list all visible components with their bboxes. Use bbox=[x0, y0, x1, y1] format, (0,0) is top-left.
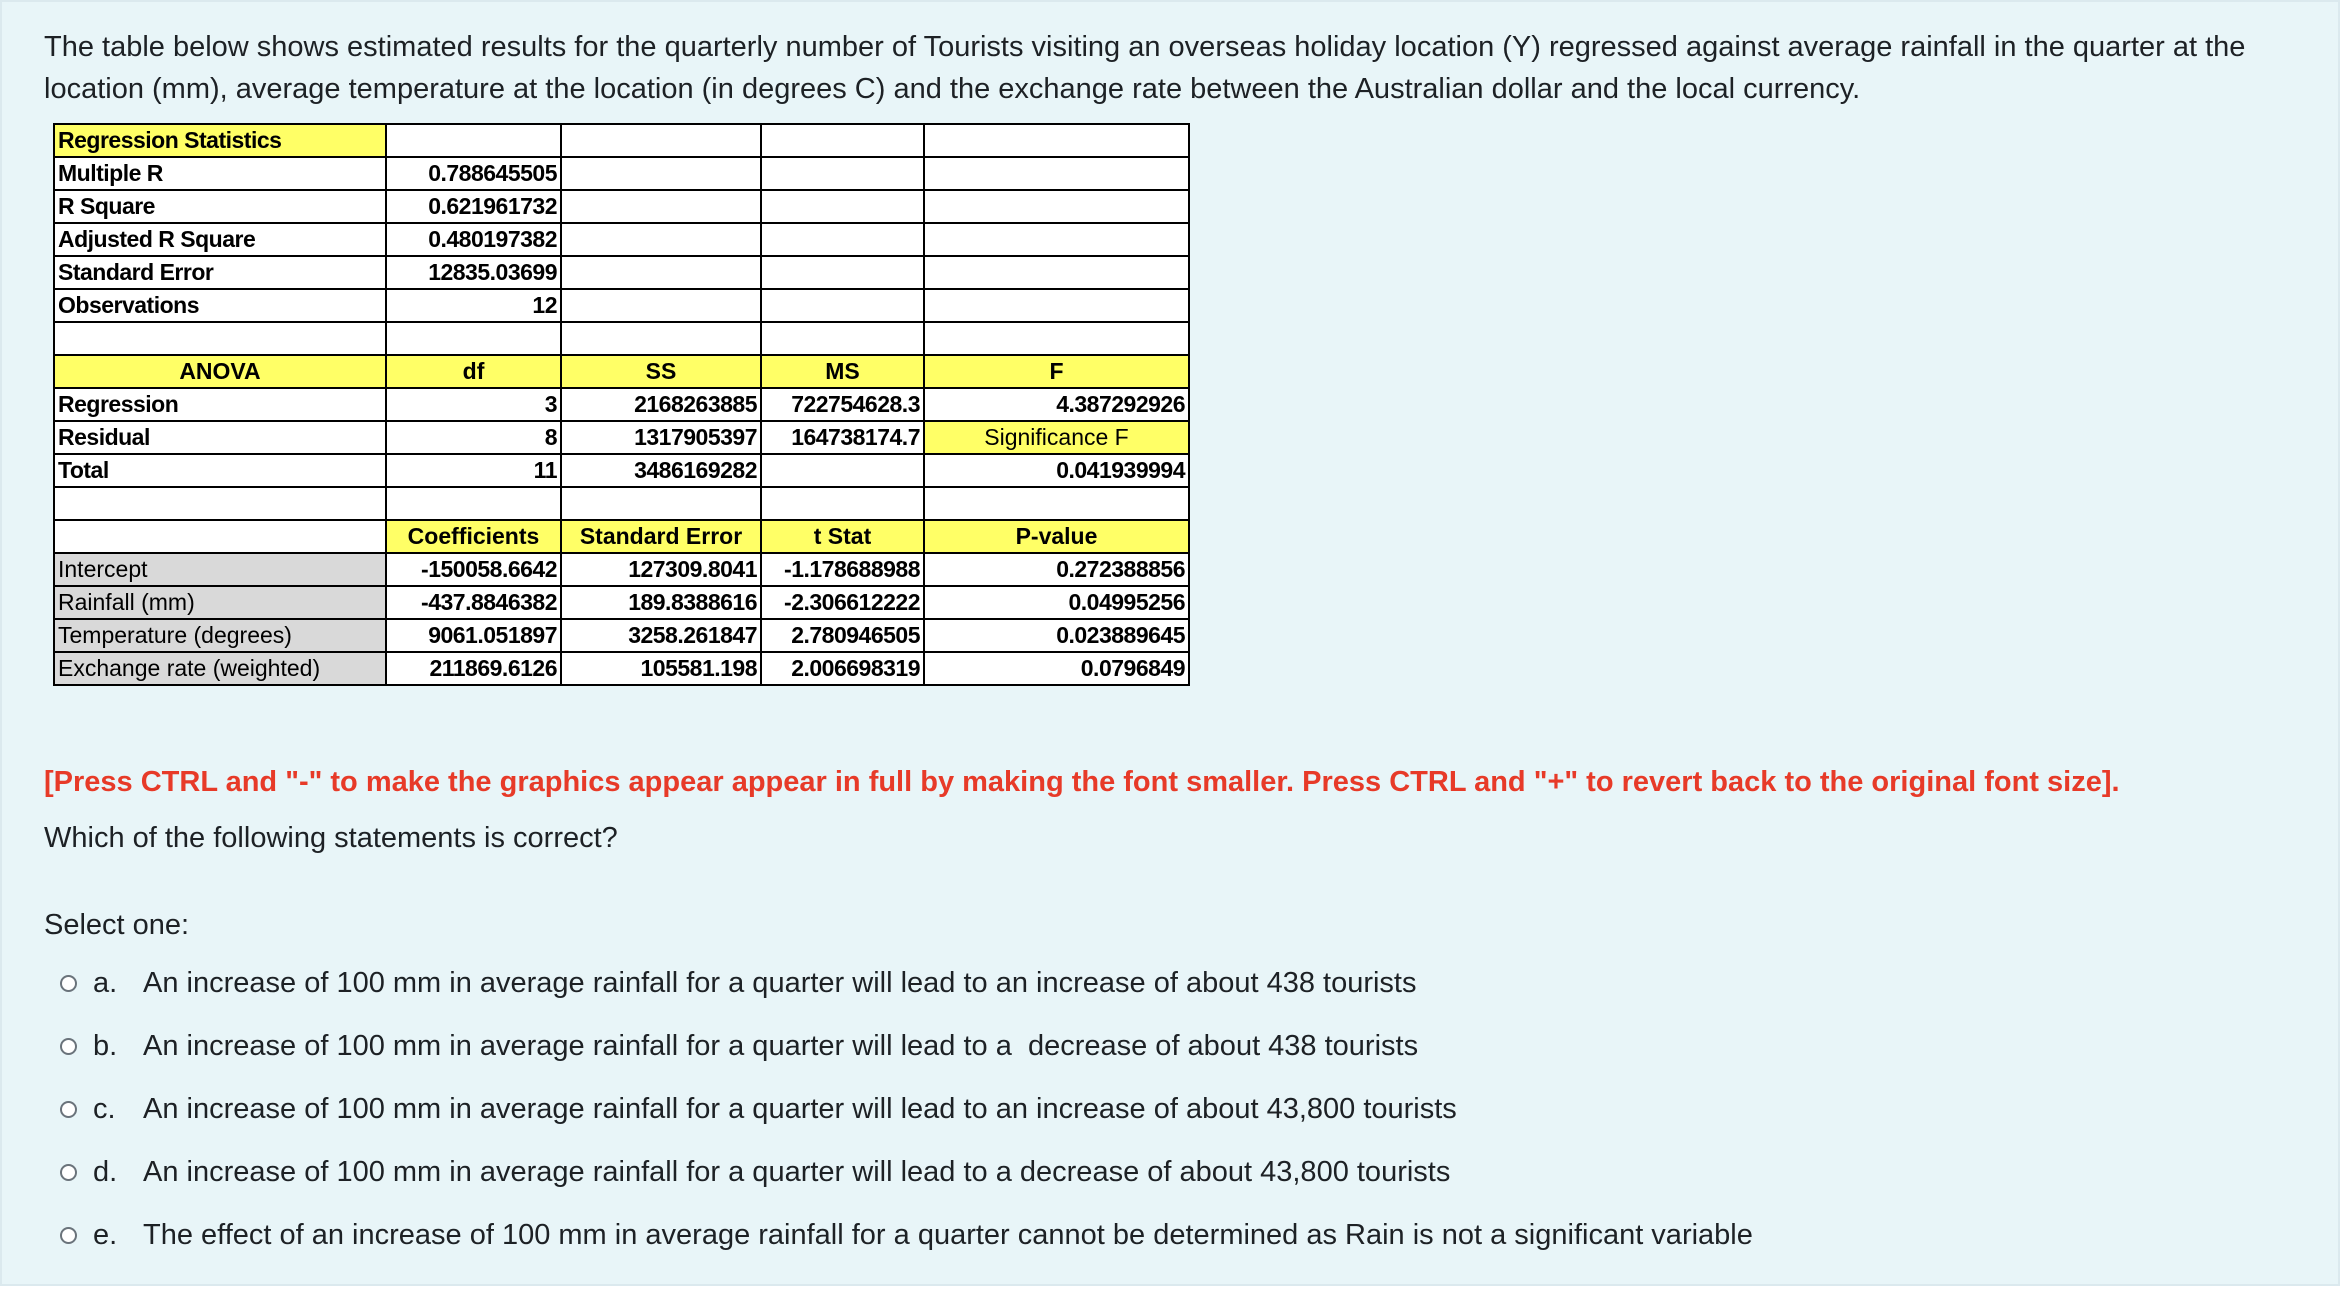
coef-t: -2.306612222 bbox=[761, 586, 924, 619]
stat-value: 0.480197382 bbox=[386, 223, 561, 256]
answer-option-c[interactable] bbox=[60, 1078, 1753, 1141]
anova-header: SS bbox=[561, 355, 761, 388]
option-letter: c. bbox=[93, 1093, 116, 1125]
table-row bbox=[54, 487, 1189, 520]
radio-button[interactable] bbox=[60, 1227, 77, 1244]
anova-header: MS bbox=[761, 355, 924, 388]
coef-label: Intercept bbox=[54, 553, 386, 586]
option-text: The effect of an increase of 100 mm in average rainfall for a quarter cannot be determined as Rain is not a significant variable bbox=[143, 1219, 1753, 1251]
table-row bbox=[54, 553, 1189, 586]
table-row bbox=[54, 256, 1189, 289]
stat-label: Observations bbox=[54, 289, 386, 322]
coef-header bbox=[54, 520, 386, 553]
stat-label: Standard Error bbox=[54, 256, 386, 289]
anova-ms bbox=[761, 454, 924, 487]
coef-se: 3258.261847 bbox=[561, 619, 761, 652]
anova-label: Total bbox=[54, 454, 386, 487]
option-text: An increase of 100 mm in average rainfall for a quarter will lead to an increase of about 438 tourists bbox=[143, 967, 1417, 999]
table-row bbox=[54, 619, 1189, 652]
coef-p: 0.0796849 bbox=[924, 652, 1189, 685]
stat-value: 0.788645505 bbox=[386, 157, 561, 190]
option-letter: e. bbox=[93, 1219, 118, 1251]
coef-value: 9061.051897 bbox=[386, 619, 561, 652]
anova-header: df bbox=[386, 355, 561, 388]
coef-value: 211869.6126 bbox=[386, 652, 561, 685]
coef-p: 0.272388856 bbox=[924, 553, 1189, 586]
answer-option-a[interactable] bbox=[60, 952, 1753, 1015]
option-letter: b. bbox=[93, 1030, 118, 1062]
regression-output-table bbox=[53, 123, 1190, 686]
stat-label: R Square bbox=[54, 190, 386, 223]
stat-value: 0.621961732 bbox=[386, 190, 561, 223]
coef-label: Temperature (degrees) bbox=[54, 619, 386, 652]
table-row bbox=[54, 190, 1189, 223]
anova-header: F bbox=[924, 355, 1189, 388]
answer-option-d[interactable] bbox=[60, 1141, 1753, 1204]
table-row bbox=[54, 388, 1189, 421]
anova-ss: 1317905397 bbox=[561, 421, 761, 454]
anova-label: Regression bbox=[54, 388, 386, 421]
coef-header-row bbox=[54, 520, 1189, 553]
option-letter: d. bbox=[93, 1156, 118, 1188]
option-text: An increase of 100 mm in average rainfall for a quarter will lead to a decrease of about 43,800 tourists bbox=[143, 1156, 1451, 1188]
coef-label: Rainfall (mm) bbox=[54, 586, 386, 619]
question-intro: The table below shows estimated results for the quarterly number of Tourists visiting an overseas holiday location (Y) regressed against average rainfall in the quarter at the location (mm), average temperature at the location (in degrees C) and the exchange rate between the Australian dollar and the local currency. bbox=[44, 31, 2246, 105]
anova-header-row bbox=[54, 355, 1189, 388]
select-one-label: Select one: bbox=[44, 909, 190, 941]
coef-label: Exchange rate (weighted) bbox=[54, 652, 386, 685]
option-text: An increase of 100 mm in average rainfall for a quarter will lead to an increase of about 43,800 tourists bbox=[143, 1093, 1457, 1125]
anova-label: Residual bbox=[54, 421, 386, 454]
radio-button[interactable] bbox=[60, 1164, 77, 1181]
table-row bbox=[54, 454, 1189, 487]
anova-f: 4.387292926 bbox=[924, 388, 1189, 421]
table-row bbox=[54, 289, 1189, 322]
table-row bbox=[54, 652, 1189, 685]
question-text: Which of the following statements is correct? bbox=[44, 822, 618, 854]
coef-header: Coefficients bbox=[386, 520, 561, 553]
answer-option-b[interactable] bbox=[60, 1015, 1753, 1078]
anova-df: 3 bbox=[386, 388, 561, 421]
significance-f-label: Significance F bbox=[924, 421, 1189, 454]
stat-value: 12 bbox=[386, 289, 561, 322]
stat-label: Multiple R bbox=[54, 157, 386, 190]
coef-value: -437.8846382 bbox=[386, 586, 561, 619]
stat-value: 12835.03699 bbox=[386, 256, 561, 289]
table-row bbox=[54, 124, 1189, 157]
coef-se: 105581.198 bbox=[561, 652, 761, 685]
anova-header: ANOVA bbox=[54, 355, 386, 388]
option-letter: a. bbox=[93, 967, 118, 999]
stat-label: Adjusted R Square bbox=[54, 223, 386, 256]
coef-p: 0.023889645 bbox=[924, 619, 1189, 652]
radio-button[interactable] bbox=[60, 1038, 77, 1055]
table-row bbox=[54, 421, 1189, 454]
coef-header: P-value bbox=[924, 520, 1189, 553]
anova-ss: 2168263885 bbox=[561, 388, 761, 421]
table-row bbox=[54, 157, 1189, 190]
option-text: An increase of 100 mm in average rainfall for a quarter will lead to a decrease of about 438 tourists bbox=[143, 1030, 1419, 1062]
coef-t: -1.178688988 bbox=[761, 553, 924, 586]
table-row bbox=[54, 223, 1189, 256]
anova-ms: 722754628.3 bbox=[761, 388, 924, 421]
coef-value: -150058.6642 bbox=[386, 553, 561, 586]
coef-t: 2.006698319 bbox=[761, 652, 924, 685]
coef-se: 189.8388616 bbox=[561, 586, 761, 619]
answer-options bbox=[60, 952, 1753, 1267]
coef-p: 0.04995256 bbox=[924, 586, 1189, 619]
coef-header: t Stat bbox=[761, 520, 924, 553]
font-size-warning: [Press CTRL and "-" to make the graphics appear appear in full by making the font smaller. Press CTRL and "+" to revert back to the original font size]. bbox=[44, 766, 2120, 798]
anova-df: 8 bbox=[386, 421, 561, 454]
table-row bbox=[54, 586, 1189, 619]
coef-se: 127309.8041 bbox=[561, 553, 761, 586]
coef-t: 2.780946505 bbox=[761, 619, 924, 652]
anova-ms: 164738174.7 bbox=[761, 421, 924, 454]
table-row bbox=[54, 322, 1189, 355]
significance-f-value: 0.041939994 bbox=[924, 454, 1189, 487]
answer-option-e[interactable] bbox=[60, 1204, 1753, 1267]
coef-header: Standard Error bbox=[561, 520, 761, 553]
radio-button[interactable] bbox=[60, 975, 77, 992]
anova-df: 11 bbox=[386, 454, 561, 487]
reg-stats-title: Regression Statistics bbox=[54, 124, 386, 157]
anova-ss: 3486169282 bbox=[561, 454, 761, 487]
radio-button[interactable] bbox=[60, 1101, 77, 1118]
